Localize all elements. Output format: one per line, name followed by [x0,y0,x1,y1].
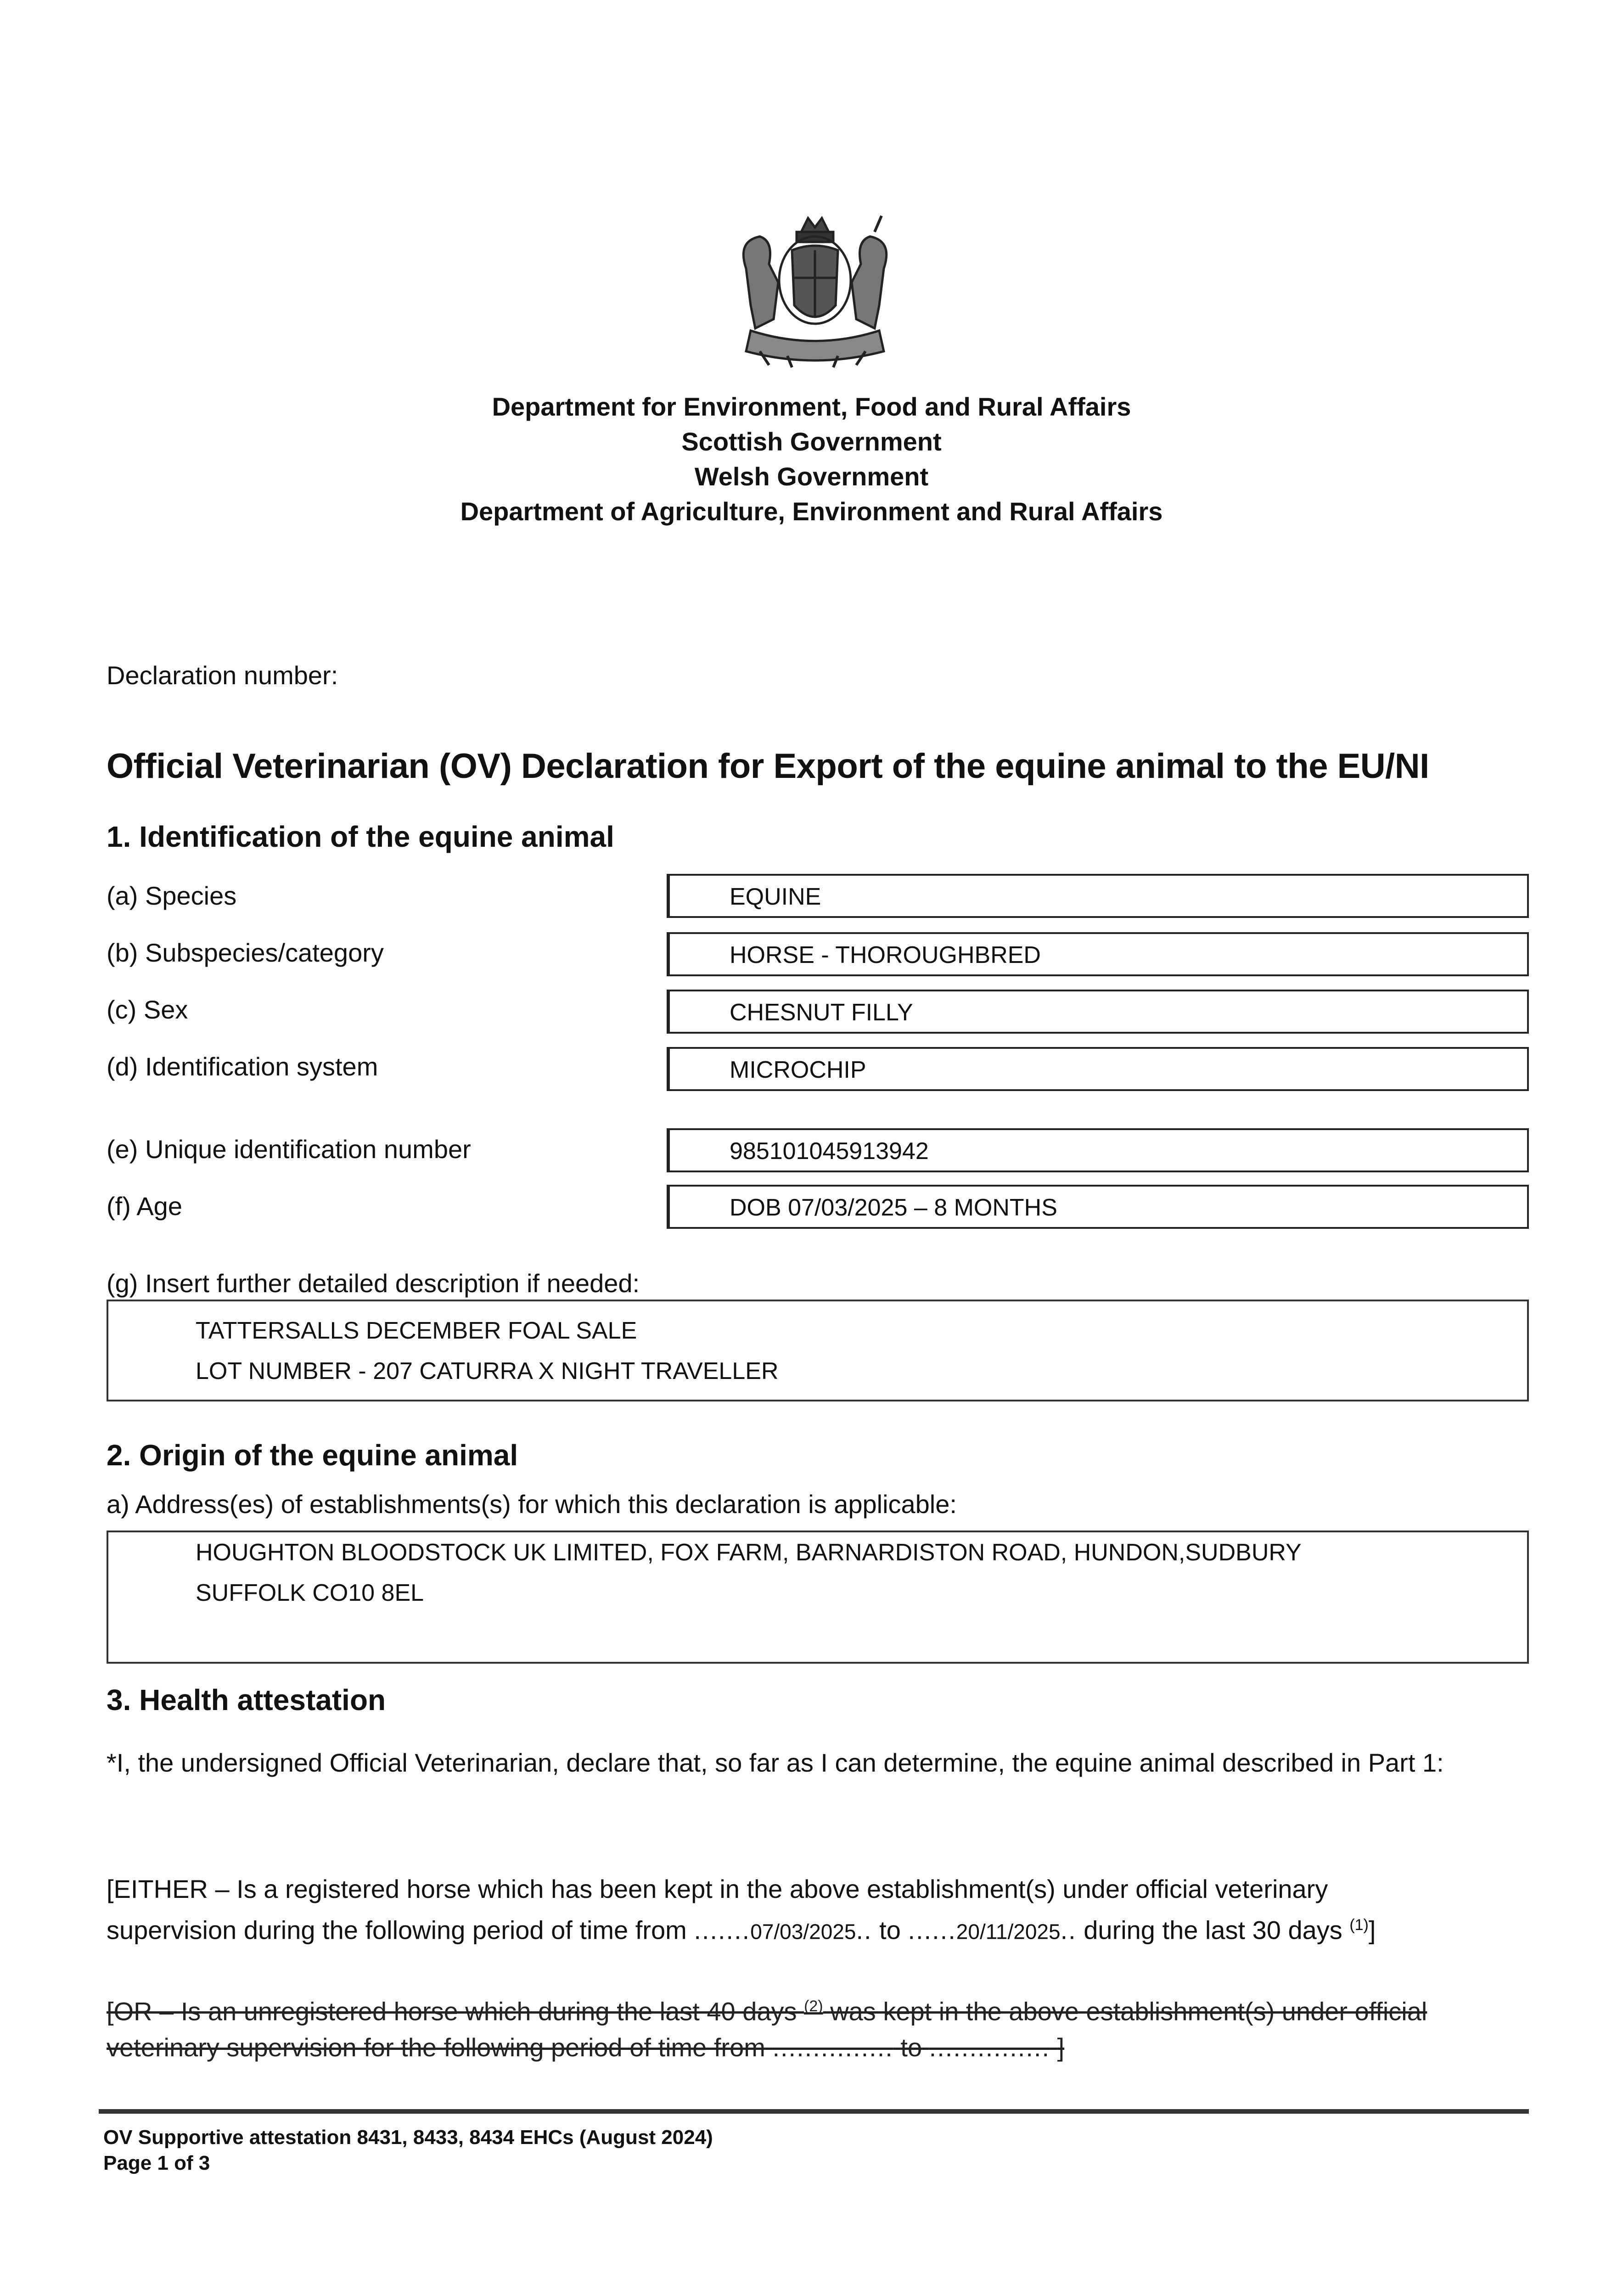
address-box[interactable] [107,1531,1529,1664]
species-label: (a) Species [107,881,237,910]
footer-form-reference: OV Supportive attestation 8431, 8433, 8434 EHCs (August 2024) [103,2126,713,2149]
either-clause [107,1871,1529,1950]
department-name-daera: Department of Agriculture, Environment and Rural Affairs [460,497,1163,526]
sex-field[interactable]: CHESNUT FILLY [667,990,1529,1034]
either-from-date[interactable]: 07/03/2025 [750,1919,856,1944]
identification-system-field[interactable]: MICROCHIP [667,1047,1529,1091]
department-name-defra: Department for Environment, Food and Rural Affairs [492,392,1131,421]
further-description-box[interactable] [107,1300,1529,1401]
address-line-1: HOUGHTON BLOODSTOCK UK LIMITED, FOX FARM, BARNARDISTON ROAD, HUNDON,SUDBURY [196,1539,1302,1566]
footer-divider [99,2109,1529,2114]
or-clause-struck-through [107,1988,1529,2065]
section-1-heading: 1. Identification of the equine animal [107,820,614,853]
section-3-heading: 3. Health attestation [107,1683,386,1716]
age-label: (f) Age [107,1192,182,1221]
department-name-welsh-government: Welsh Government [694,462,929,491]
further-description-label: (g) Insert further detailed description if needed: [107,1269,640,1298]
or-clause-line-1: [OR – Is an unregistered horse which during the last 40 days $^{(2)}$ was kept in the above establishment(s) under official [107,1997,1427,2026]
address-label: a) Address(es) of establishments(s) for which this declaration is applicable: [107,1490,957,1519]
further-description-line-2: LOT NUMBER - 207 CATURRA X NIGHT TRAVELLER [196,1358,779,1384]
subspecies-field[interactable]: HORSE - THOROUGHBRED [667,932,1529,976]
declaration-number-label: Declaration number: [107,661,338,690]
address-line-2: SUFFOLK CO10 8EL [196,1580,424,1606]
unique-id-number-label: (e) Unique identification number [107,1135,471,1164]
further-description-line-1: TATTERSALLS DECEMBER FOAL SALE [196,1317,637,1344]
footer-page-number: Page 1 of 3 [103,2152,210,2174]
department-name-scottish-government: Scottish Government [681,427,942,456]
either-clause-line-2: supervision during the following period of time from .......07/03/2025.. to ......20/11/2025.. during the last 30 days $^{(1)}$] [107,1915,1376,1945]
or-clause-line-2: veterinary supervision for the following period of time from ............... to ............... ] [107,2032,1065,2062]
section-2-heading: 2. Origin of the equine animal [107,1439,518,1472]
document-title: Official Veterinarian (OV) Declaration for Export of the equine animal to the EU/NI [107,747,1429,786]
sex-label: (c) Sex [107,995,188,1024]
either-clause-line-1: [EITHER – Is a registered horse which has been kept in the above establishment(s) under official veterinary [107,1874,1328,1903]
age-field[interactable]: DOB 07/03/2025 – 8 MONTHS [667,1185,1529,1229]
species-field[interactable]: EQUINE [667,874,1529,918]
identification-system-label: (d) Identification system [107,1052,378,1081]
either-to-date[interactable]: 20/11/2025 [956,1919,1061,1944]
unique-id-number-field[interactable]: 985101045913942 [667,1128,1529,1172]
health-attestation-intro: *I, the undersigned Official Veterinarian, declare that, so far as I can determine, the equine animal described in Part 1: [107,1748,1444,1777]
royal-coat-of-arms-emblem [719,214,911,370]
subspecies-label: (b) Subspecies/category [107,938,384,967]
